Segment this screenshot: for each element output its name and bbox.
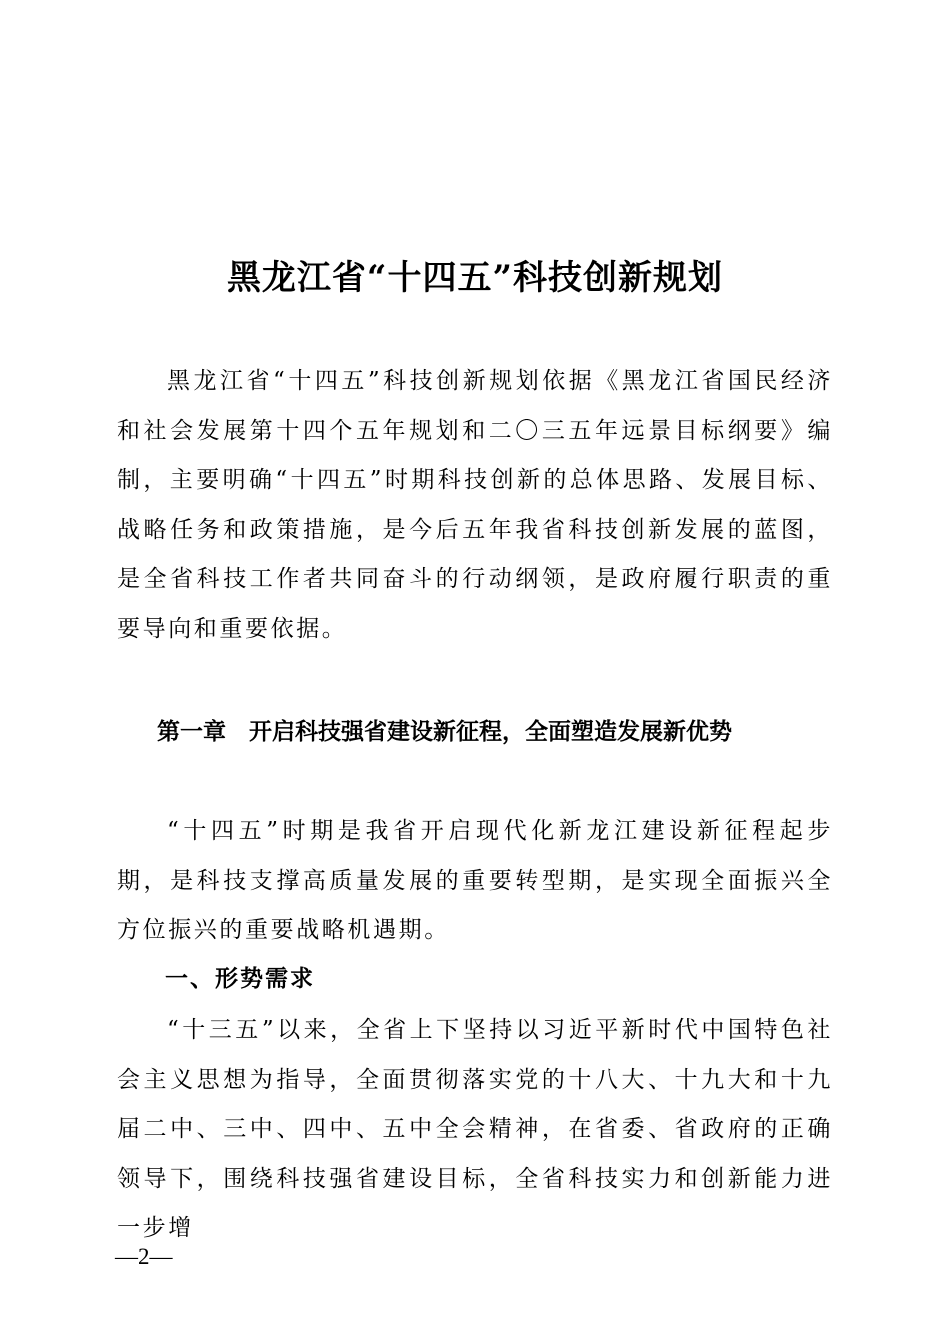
section-paragraph: “十三五”以来，全省上下坚持以习近平新时代中国特色社会主义思想为指导，全面贯彻落实党的十八大、十九大和十九届二中、三中、四中、五中全会精神，在省委、省政府的正确领导下，围绕科技强省建设目标，全省科技实力和创新能力进一步增 bbox=[117, 1017, 833, 1241]
intro-paragraph: 黑龙江省“十四五”科技创新规划依据《黑龙江省国民经济和社会发展第十四个五年规划和二〇三五年远景目标纲要》编制，主要明确“十四五”时期科技创新的总体思路、发展目标、战略任务和政策措施，是今后五年我省科技创新发展的蓝图，是全省科技工作者共同奋斗的行动纲领，是政府履行职责的重要导向和重要依据。 bbox=[117, 368, 833, 642]
document-title: 黑龙江省“十四五”科技创新规划 bbox=[226, 258, 724, 298]
chapter-paragraph: “十四五”时期是我省开启现代化新龙江建设新征程起步期，是科技支撑高质量发展的重要转型期，是实现全面振兴全方位振兴的重要战略机遇期。 bbox=[117, 818, 833, 943]
chapter-heading: 第一章 开启科技强省建设新征程，全面塑造发展新优势 bbox=[157, 719, 732, 745]
section-heading: 一、形势需求 bbox=[165, 965, 315, 992]
page-number: —2— bbox=[115, 1244, 173, 1269]
